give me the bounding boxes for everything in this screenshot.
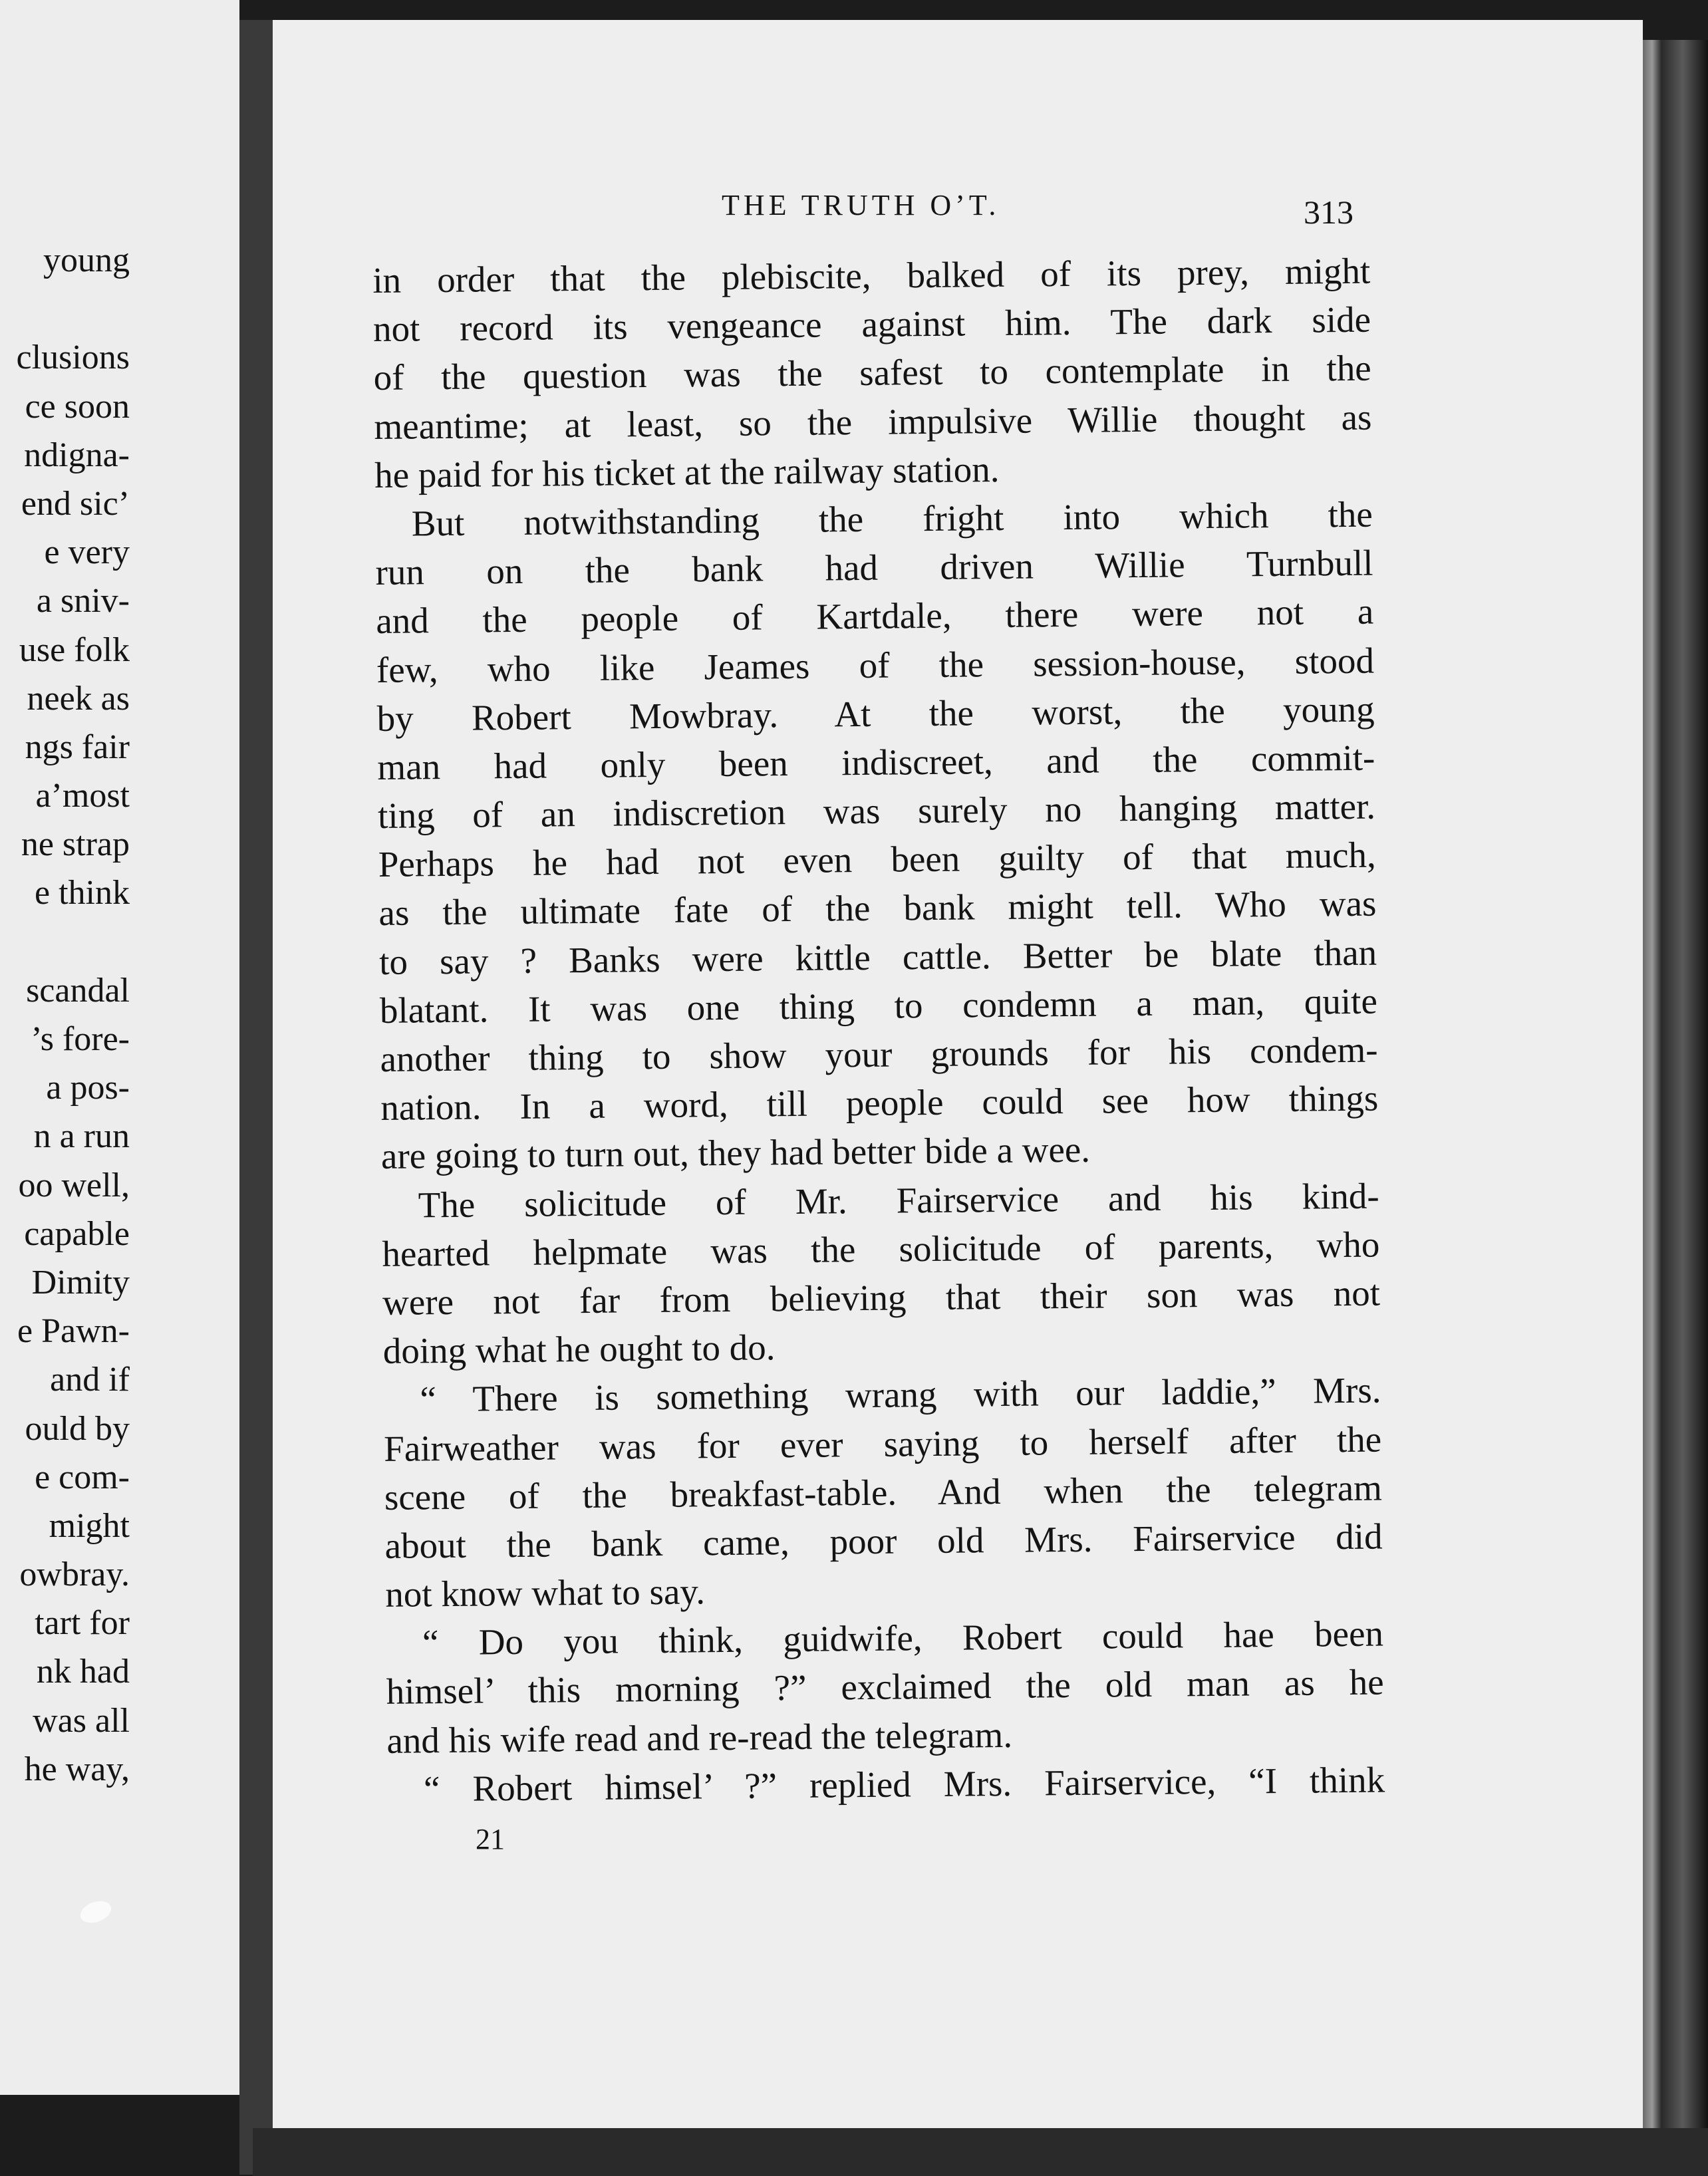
running-head: THE TRUTH O’T. [722,189,1000,221]
left-page-fragment [0,918,130,966]
text-line: meantime; at least, so the impulsive Willie thought as [374,396,1372,447]
text-line: by Robert Mowbray. At the worst, the young [376,688,1375,739]
signature-mark: 21 [476,1823,505,1855]
left-page-fragment: scandal [26,971,130,1010]
text-line: not know what to say. [385,1571,706,1615]
left-page-fragment: and if [50,1361,130,1399]
text-line: ting of an indiscretion was surely no hanging matter. [377,785,1376,837]
text-line: were not far from believing that their son was not [382,1272,1381,1323]
text-line: himsel’ this morning ?” exclaimed the old man as he [386,1661,1384,1712]
left-page-fragment: capable [24,1214,130,1253]
left-page-fragment: ngs fair [25,728,130,766]
left-page-text-fragments [0,236,130,1794]
page-number: 313 [1304,194,1353,231]
left-page-fragment: e very [44,533,130,572]
bottom-edge [253,2128,1708,2176]
text-line: But notwithstanding the fright into which the [411,493,1373,544]
text-line: another thing to show your grounds for his condem- [380,1029,1378,1079]
text-line: about the bank came, poor old Mrs. Fairservice did [384,1516,1383,1566]
left-page-fragment: ce soon [25,387,130,426]
text-line: in order that the plebiscite, balked of its prey, might [372,250,1371,301]
text-line: “ Do you think, guidwife, Robert could hae been [422,1613,1384,1663]
left-page-fragment: use folk [19,630,130,669]
text-line: and his wife read and re-read the telegram. [386,1714,1013,1761]
left-page-fragment: nk had [36,1653,130,1691]
left-page-fragment: e think [35,874,130,912]
left-page-fragment: he way, [24,1750,130,1788]
left-page-fragment: e Pawn- [17,1312,130,1351]
left-page-fragment: ndigna- [24,436,130,474]
text-line: of the question was the safest to contemplate in the [373,347,1371,398]
text-line: not record its vengeance against him. The dark side [372,299,1371,350]
left-page-fragment: oo well, [18,1166,130,1204]
body-text [372,247,1385,1814]
text-line: are going to turn out, they had better bide a wee. [380,1129,1091,1177]
text-line: and the people of Kartdale, there were not a [375,591,1374,642]
text-line: run on the bank had driven Willie Turnbull [375,542,1373,593]
left-page-fragment: ould by [25,1409,130,1448]
left-page-fragment: young [43,241,130,279]
text-line: nation. In a word, till people could see how things [380,1077,1379,1129]
left-page-fragment: Dimity [31,1263,130,1301]
page-edge [1643,40,1708,2135]
left-page-fragment: owbray. [19,1556,130,1594]
text-line: scene of the breakfast-table. And when the telegram [384,1467,1383,1518]
left-page [0,0,239,2095]
left-page-fragment: tart for [35,1604,130,1643]
text-line: The solicitude of Mr. Fairservice and his kind- [418,1175,1379,1225]
text-line: to say ? Banks were kittle cattle. Better be blate than [378,932,1377,982]
left-page-fragment: neek as [27,679,130,718]
left-page-fragment: end sic’ [21,484,130,523]
left-page-fragment: clusions [16,339,130,377]
left-page-fragment: a pos- [46,1069,130,1107]
text-line: he paid for his ticket at the railway station. [374,448,1000,495]
text-line: man had only been indiscreet, and the commit- [377,737,1375,787]
left-page-fragment: ’s fore- [31,1020,130,1058]
text-line: doing what he ought to do. [382,1327,776,1372]
left-page-fragment: was all [33,1701,130,1740]
text-line: Fairweather was for ever saying to herself after the [383,1419,1382,1469]
text-line: “ There is something wrang with our laddie,” Mrs. [420,1369,1381,1420]
text-line: as the ultimate fate of the bank might tell. Who was [378,883,1377,934]
left-page-fragment: e com- [35,1458,130,1496]
left-page-fragment: might [49,1506,130,1545]
text-line: few, who like Jeames of the session-house, stood [376,640,1375,690]
text-line: Perhaps he had not even been guilty of that much, [378,834,1377,885]
left-page-fragment [0,285,130,333]
text-line: blatant. It was one thing to condemn a man, quite [379,980,1378,1031]
text-line: “ Robert himsel’ ?” replied Mrs. Fairservice, “I think [423,1759,1385,1810]
left-page-fragment: n a run [33,1117,130,1156]
left-page-fragment: a’most [35,777,130,815]
left-page-fragment: ne strap [21,825,130,864]
left-page-fragment: a sniv- [36,582,130,620]
text-line: hearted helpmate was the solicitude of parents, who [382,1224,1380,1274]
